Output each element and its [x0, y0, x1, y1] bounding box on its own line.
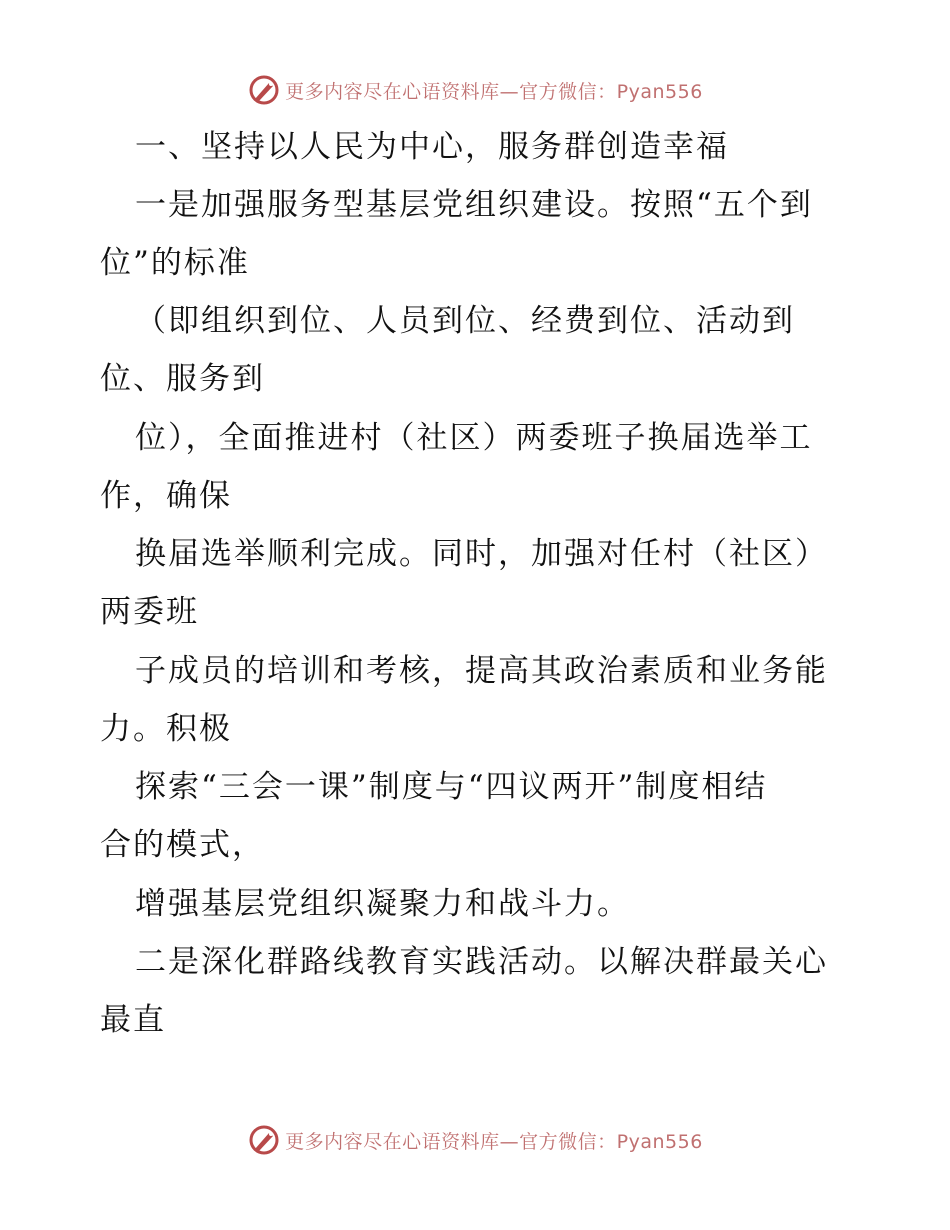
- paragraph-line: 换届选举顺利完成。同时，加强对任村（社区）: [135, 536, 828, 572]
- paragraph-line: 位、服务到: [100, 361, 265, 397]
- header-banner: [0, 70, 950, 110]
- paragraph-line: 位”的标准: [100, 245, 250, 281]
- paragraph-line: 作，确保: [100, 478, 232, 514]
- paragraph-line: 最直: [100, 1002, 166, 1038]
- paragraph-line: 二是深化群路线教育实践活动。以解决群最关心: [135, 944, 828, 980]
- paragraph-line: 位），全面推进村（社区）两委班子换届选举工: [135, 420, 813, 456]
- pen-circle-logo-icon: [247, 1123, 281, 1157]
- footer-banner: [0, 1120, 950, 1160]
- paragraph-line: 增强基层党组织凝聚力和战斗力。: [135, 886, 630, 922]
- paragraph-line: 一是加强服务型基层党组织建设。按照“五个到: [135, 187, 813, 223]
- paragraph-line: 两委班: [100, 594, 199, 630]
- paragraph-line: （即组织到位、人员到位、经费到位、活动到: [135, 303, 795, 339]
- paragraph-line: 合的模式，: [100, 827, 265, 863]
- paragraph-line: 探索“三会一课”制度与“四议两开”制度相结: [135, 769, 768, 805]
- paragraph-line: 力。积极: [100, 711, 232, 747]
- paragraph-line: 一、坚持以人民为中心，服务群创造幸福: [135, 129, 729, 165]
- footer-banner-text: 更多内容尽在心语资料库—官方微信：Pyan556: [285, 1130, 703, 1153]
- pen-circle-logo-icon: [247, 73, 281, 107]
- paragraph-line: 子成员的培训和考核，提高其政治素质和业务能: [135, 653, 828, 689]
- header-banner-text: 更多内容尽在心语资料库—官方微信：Pyan556: [285, 80, 703, 103]
